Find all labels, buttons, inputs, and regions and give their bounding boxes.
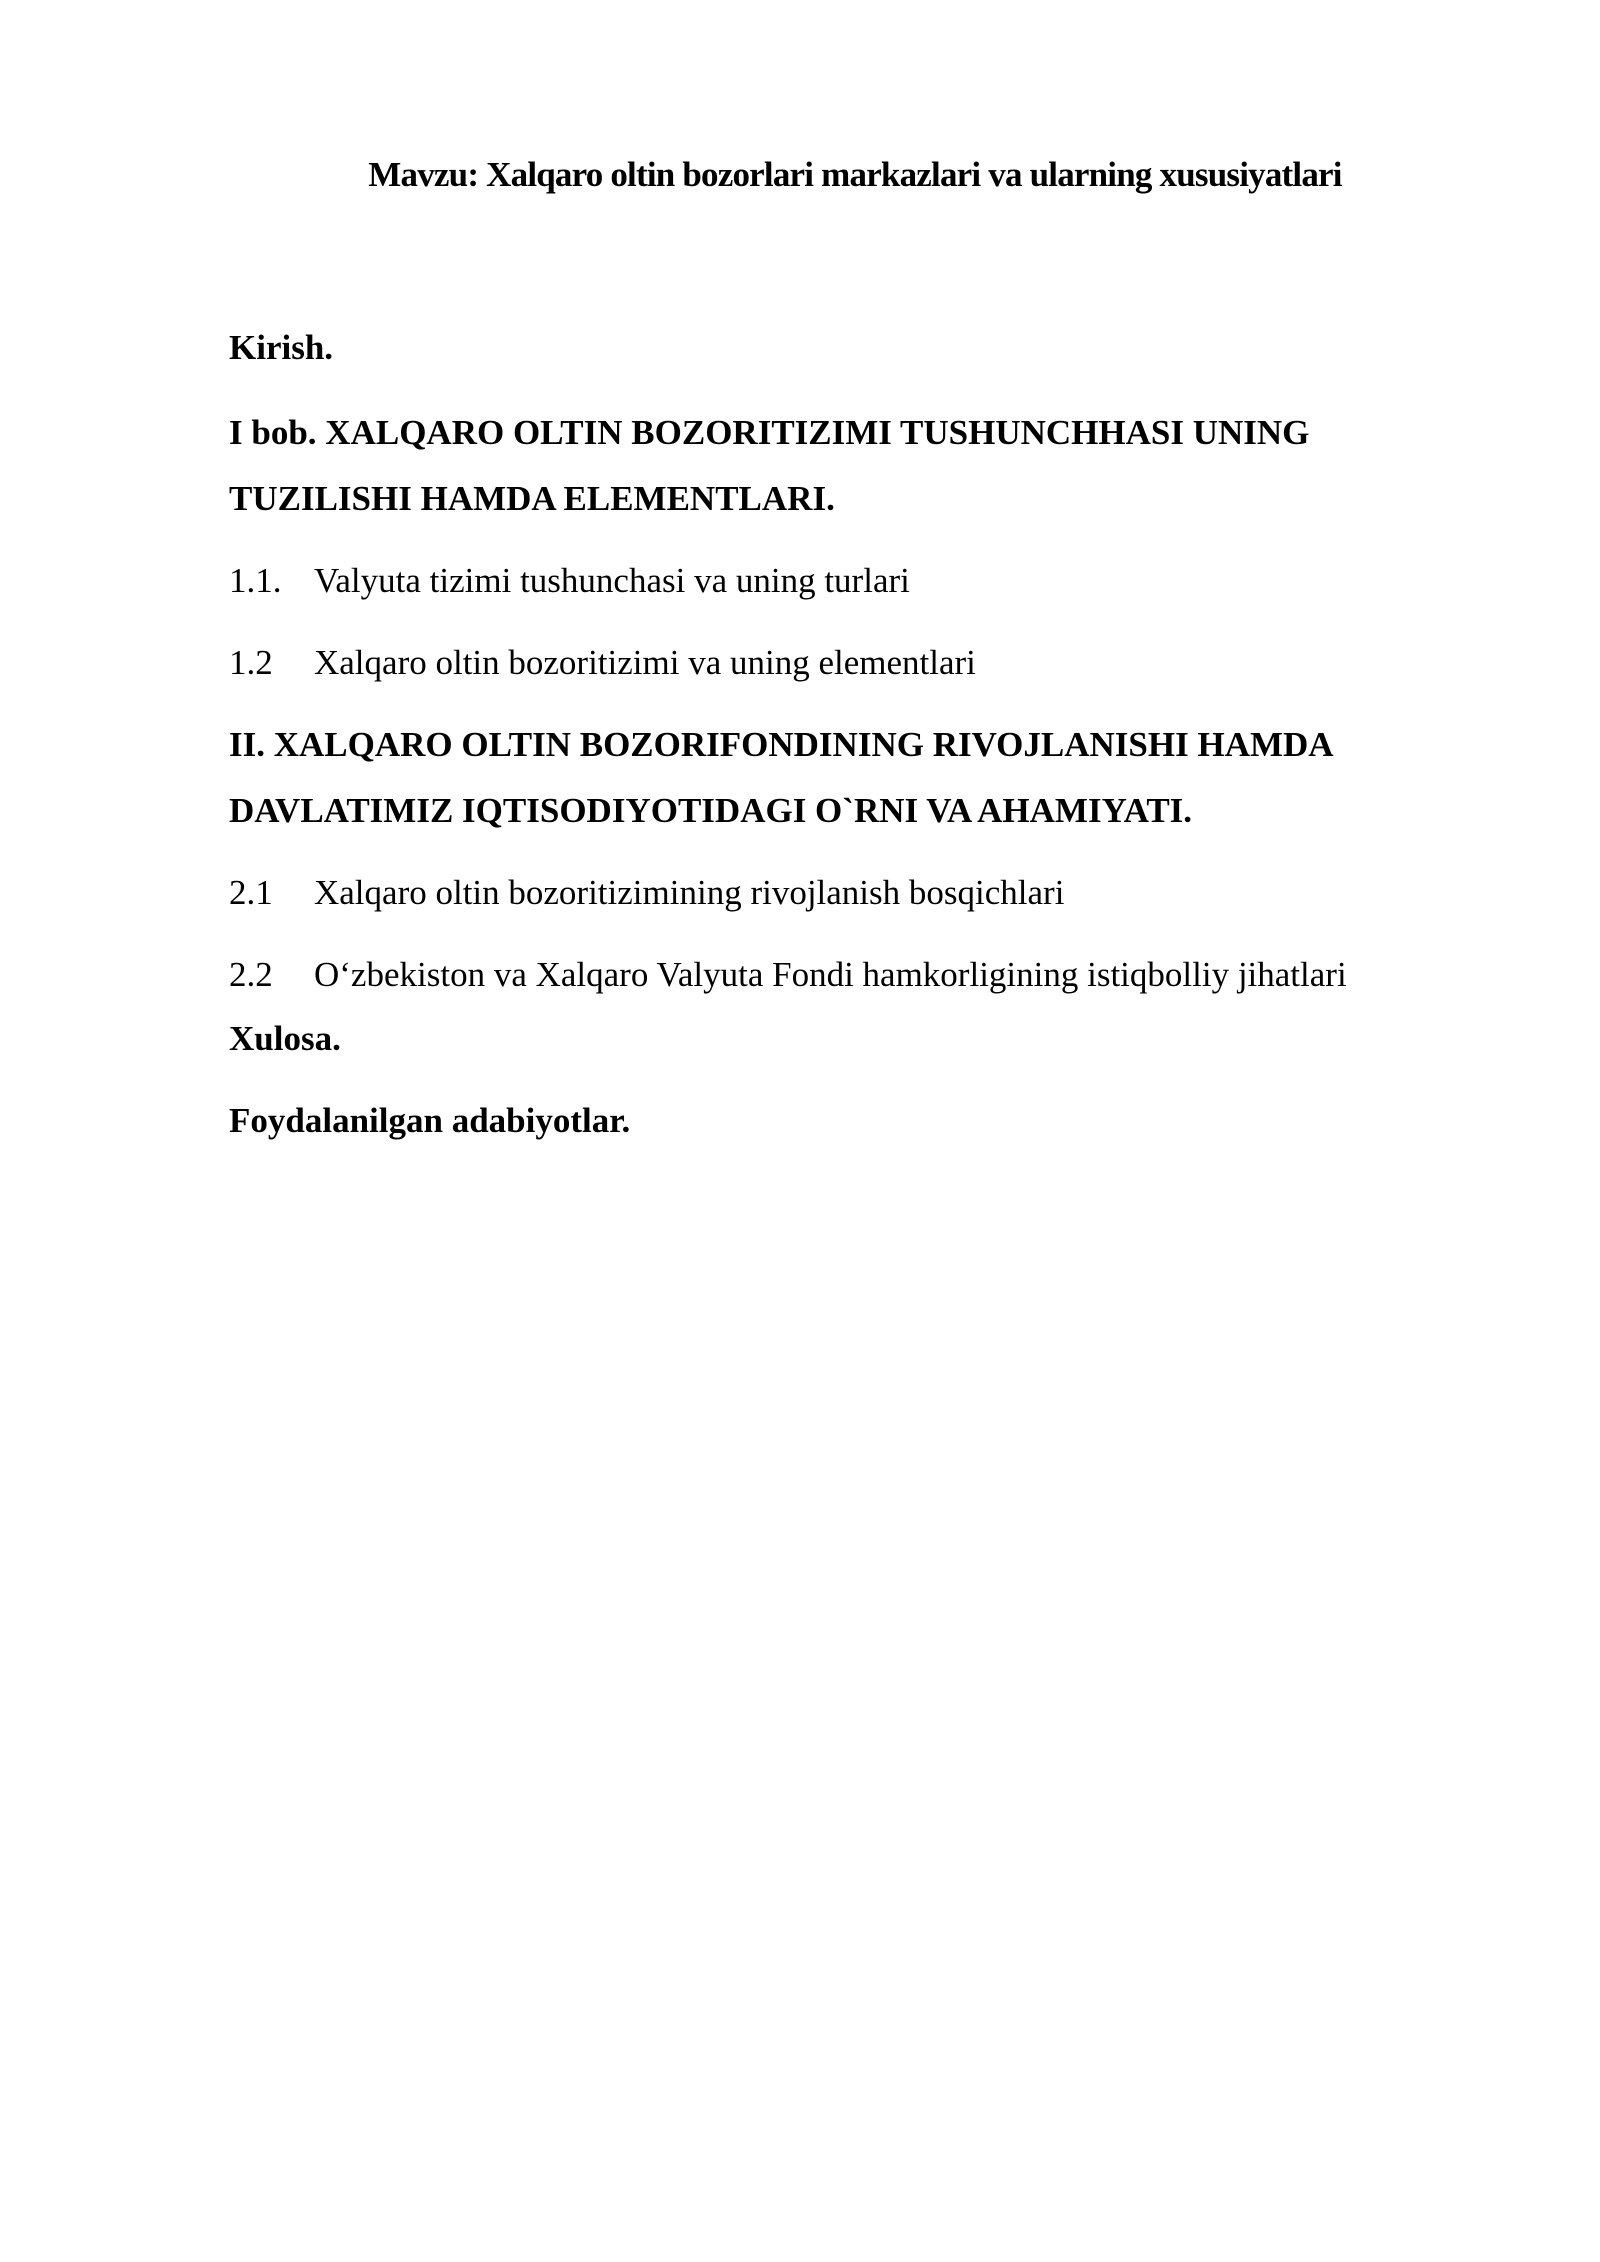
toc-item-text: O‘zbekiston va Xalqaro Valyuta Fondi hamkorligining istiqbolliy jihatlari: [314, 955, 1347, 994]
toc-item-text: Xalqaro oltin bozoritizimi va uning elementlari: [314, 643, 976, 682]
chapter2-heading-line2: DAVLATIMIZ IQTISODIYOTIDAGI O`RNI VA AHAMIYATI.: [229, 791, 1193, 830]
intro-heading: Kirish.: [229, 328, 334, 367]
toc-item-number: 1.2: [229, 643, 273, 682]
toc-item-number: 2.1: [229, 873, 273, 912]
conclusion-heading: Xulosa.: [229, 1019, 341, 1058]
chapter1-heading-line1: I bob. XALQARO OLTIN BOZORITIZIMI TUSHUNCHHASI UNING: [229, 413, 1310, 452]
toc-item-text: Xalqaro oltin bozoritizimining rivojlanish bosqichlari: [314, 873, 1065, 912]
toc-item-1-1: [229, 556, 910, 606]
toc-item-2-2: [229, 950, 1347, 1000]
references-heading: Foydalanilgan adabiyotlar.: [229, 1101, 631, 1140]
toc-item-number: 2.2: [229, 955, 273, 994]
chapter2-heading-line1: II. XALQARO OLTIN BOZORIFONDINING RIVOJLANISHI HAMDA: [229, 725, 1334, 764]
toc-item-text: Valyuta tizimi tushunchasi va uning turlari: [314, 561, 910, 600]
chapter1-heading-line2: TUZILISHI HAMDA ELEMENTLARI.: [229, 479, 835, 518]
toc-item-number: 1.1.: [229, 561, 282, 600]
document-title: Mavzu: Xalqaro oltin bozorlari markazlari va ularning xususiyatlari: [368, 155, 1342, 194]
toc-item-1-2: [229, 638, 976, 688]
toc-item-2-1: [229, 868, 1064, 918]
